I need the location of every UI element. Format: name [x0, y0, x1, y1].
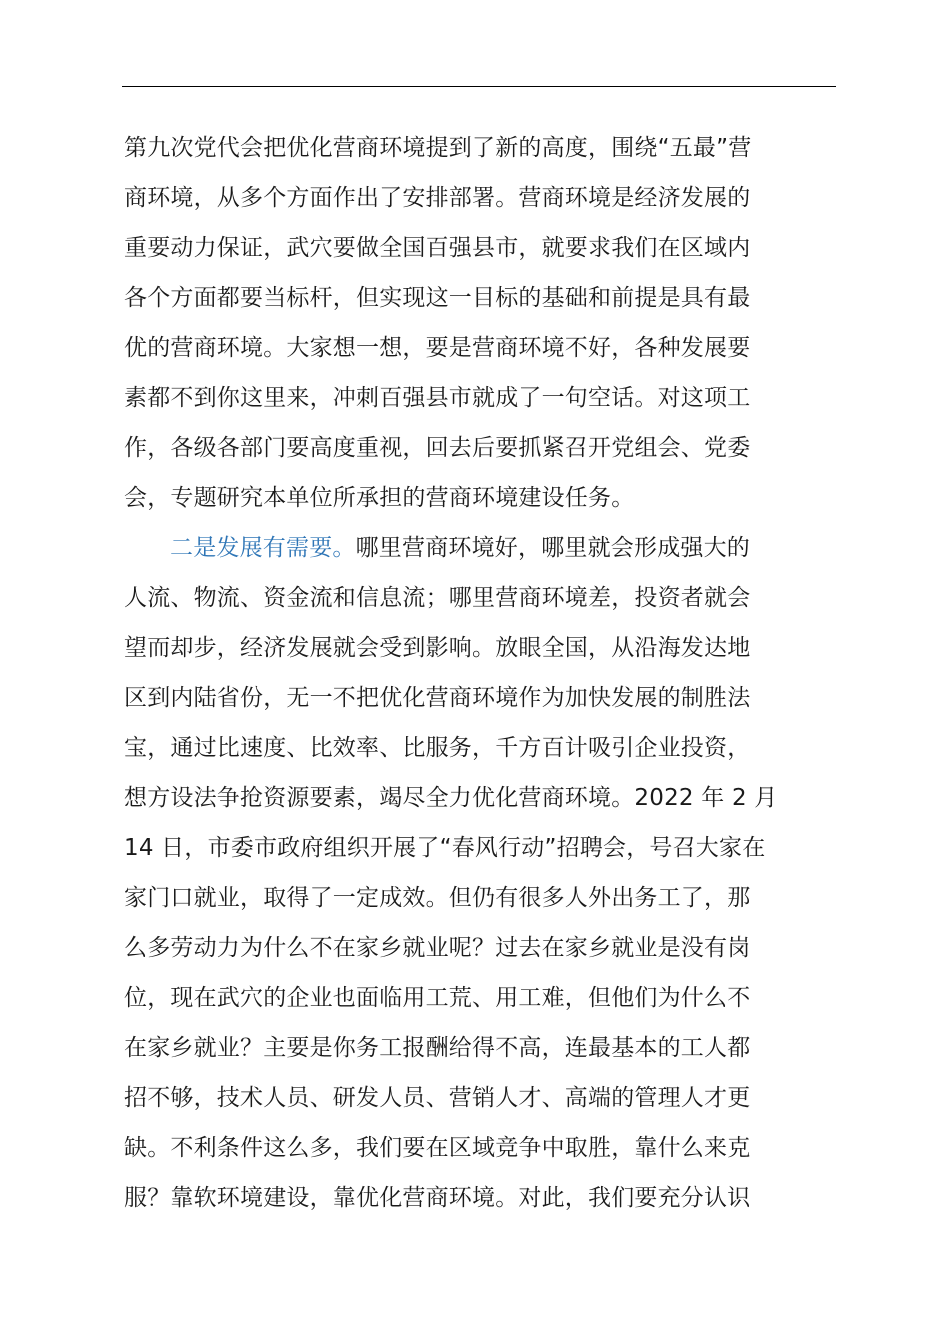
paragraph-line: 么多劳动力为什么不在家乡就业呢？过去在家乡就业是没有岗: [124, 935, 751, 961]
paragraph-line: 位，现在武穴的企业也面临用工荒、用工难，但他们为什么不: [124, 985, 751, 1011]
paragraph-line: 商环境，从多个方面作出了安排部署。营商环境是经济发展的: [124, 185, 751, 211]
paragraph-line: 想方设法争抢资源要素，竭尽全力优化营商环境。2022 年 2 月: [124, 785, 778, 811]
paragraph-line: 人流、物流、资金流和信息流；哪里营商环境差，投资者就会: [124, 585, 751, 611]
paragraph-line: 宝，通过比速度、比效率、比服务，千方百计吸引企业投资，: [124, 735, 751, 761]
paragraph-line: 素都不到你这里来，冲刺百强县市就成了一句空话。对这项工: [124, 385, 751, 411]
section-heading: 二是发展有需要。: [170, 535, 356, 561]
paragraph-line: 优的营商环境。大家想一想，要是营商环境不好，各种发展要: [124, 335, 751, 361]
paragraph-line: 作，各级各部门要高度重视，回去后要抓紧召开党组会、党委: [124, 435, 751, 461]
paragraph-line: 缺。不利条件这么多，我们要在区域竞争中取胜，靠什么来克: [124, 1135, 751, 1161]
body-text: [124, 123, 838, 1223]
paragraph-line: 重要动力保证，武穴要做全国百强县市，就要求我们在区域内: [124, 235, 751, 261]
paragraph-2: [124, 523, 838, 1223]
paragraph-line: 14 日，市委市政府组织开展了“春风行动”招聘会，号召大家在: [124, 835, 766, 861]
paragraph-line: 各个方面都要当标杆，但实现这一目标的基础和前提是具有最: [124, 285, 751, 311]
header-rule: [122, 86, 836, 87]
paragraph-line: 家门口就业，取得了一定成效。但仍有很多人外出务工了，那: [124, 885, 751, 911]
paragraph-line: 服？靠软环境建设，靠优化营商环境。对此，我们要充分认识: [124, 1185, 751, 1211]
paragraph-line: 会，专题研究本单位所承担的营商环境建设任务。: [124, 485, 635, 511]
paragraph-line: 在家乡就业？主要是你务工报酬给得不高，连最基本的工人都: [124, 1035, 751, 1061]
paragraph-line: 区到内陆省份，无一不把优化营商环境作为加快发展的制胜法: [124, 685, 751, 711]
paragraph-first-line: [124, 523, 838, 573]
paragraph-line: 招不够，技术人员、研发人员、营销人才、高端的管理人才更: [124, 1085, 751, 1111]
paragraph-line: 望而却步，经济发展就会受到影响。放眼全国，从沿海发达地: [124, 635, 751, 661]
paragraph-line-text: 哪里营商环境好，哪里就会形成强大的: [355, 535, 751, 561]
paragraph-1: [124, 123, 838, 523]
paragraph-line: 第九次党代会把优化营商环境提到了新的高度，围绕“五最”营: [124, 135, 752, 161]
